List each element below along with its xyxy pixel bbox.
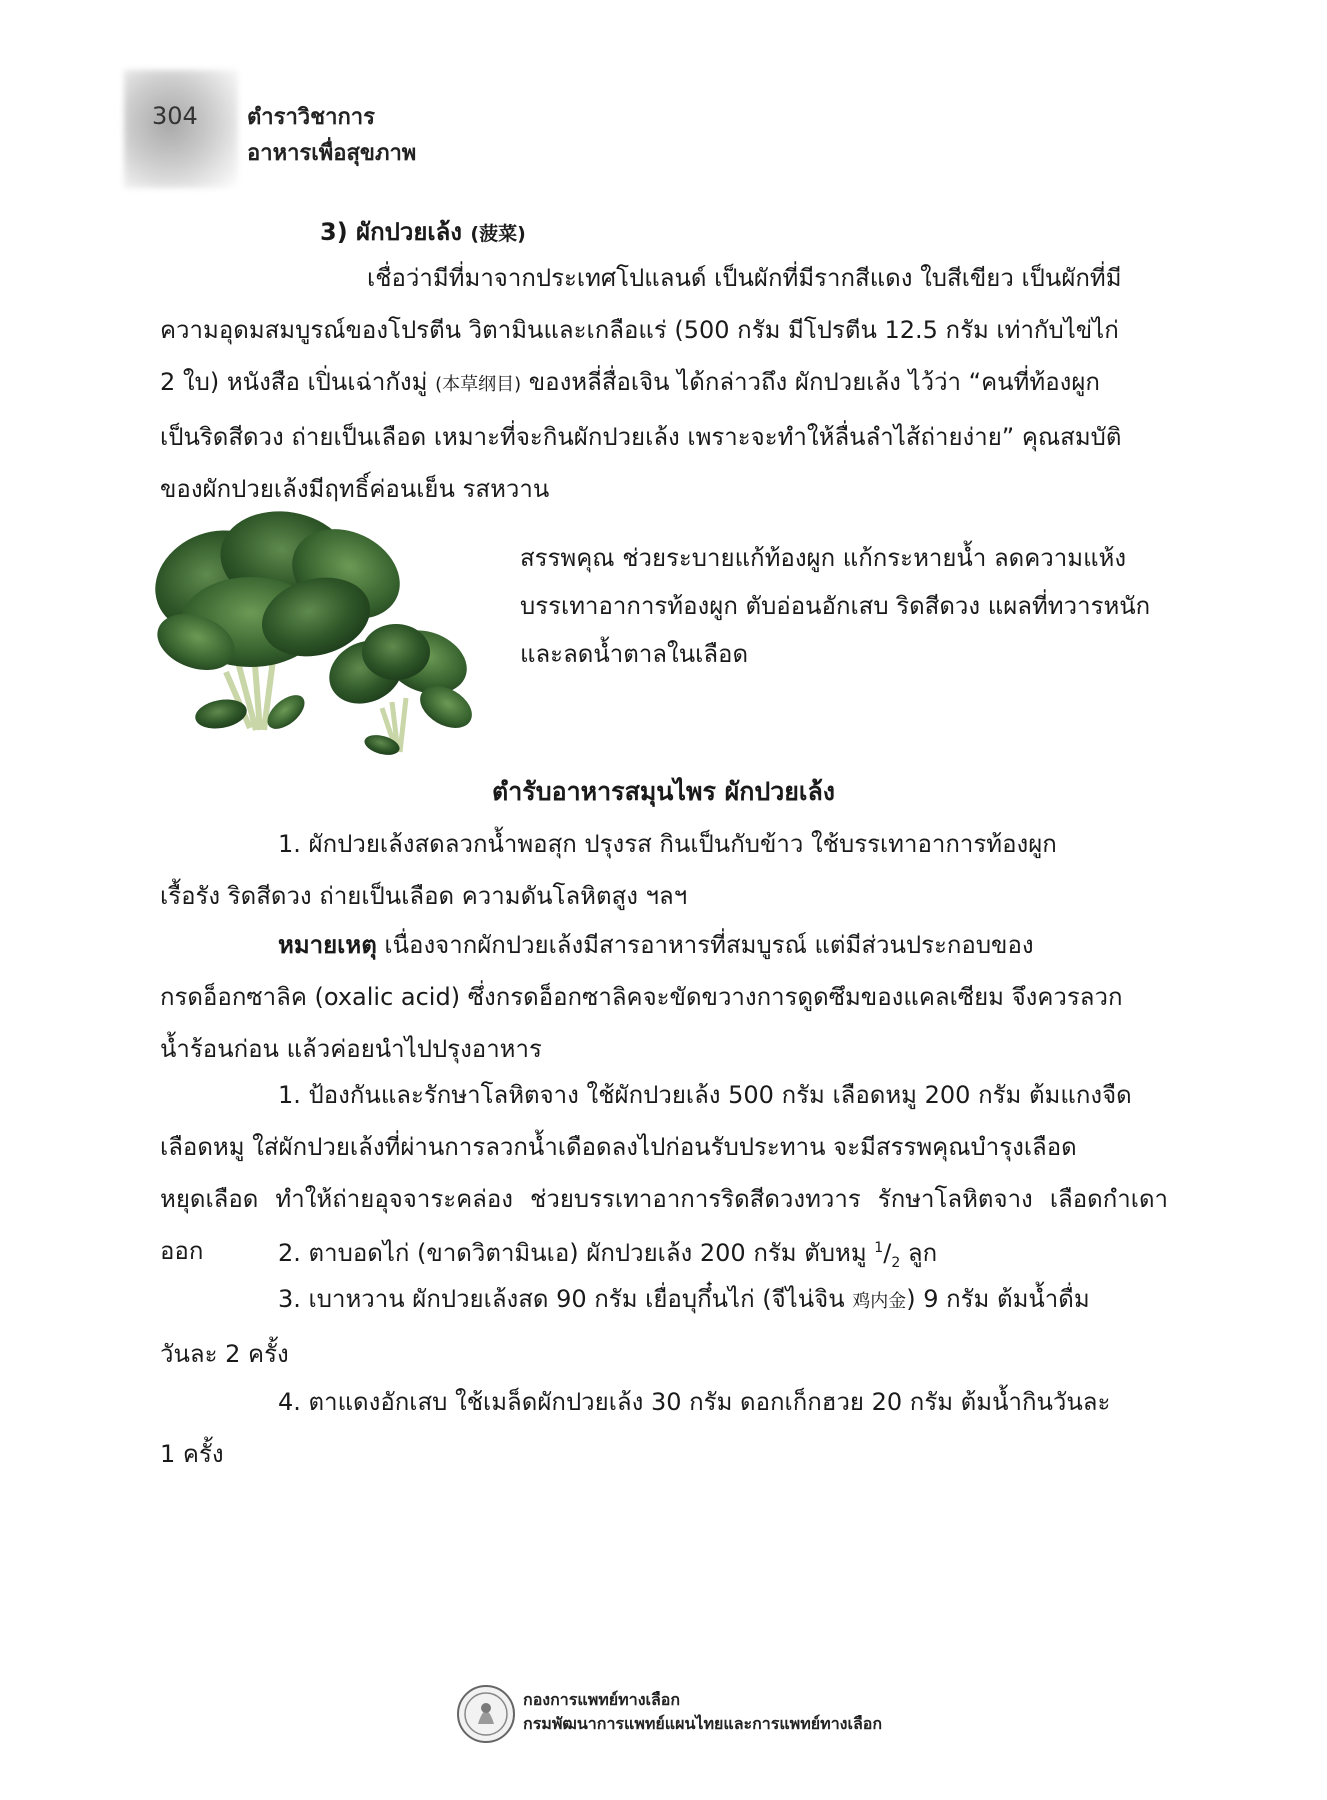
recipe-item-diabetes-line2: วันละ 2 ครั้ง — [160, 1340, 289, 1368]
page-number: 304 — [152, 102, 198, 130]
benefit-line2: บรรเทาอาการท้องผูก ตับอ่อนอักเสบ ริดสีดวง แผลที่ทวารหนัก — [520, 592, 1151, 620]
recipe-item-1 — [160, 818, 1168, 922]
section-heading-chinese: (菠菜) — [470, 223, 526, 245]
recipe-item-diabetes-line1-b: ) 9 กรัม ต้มน้ำดื่ม — [906, 1285, 1090, 1313]
note-paragraph — [160, 919, 1168, 1075]
recipe-item-1-line1: 1. ผักปวยเล้งสดลวกน้ำพอสุก ปรุงรส กินเป็นกับข้าว ใช้บรรเทาอาการท้องผูก — [278, 830, 1057, 858]
section-heading — [320, 212, 526, 251]
recipe-item-anemia-line3: หยุดเลือด ทำให้ถ่ายอุจจาระคล่อง ช่วยบรรเทาอาการริดสีดวงทวาร รักษาโลหิตจาง เลือดกำเดาออก — [160, 1185, 1168, 1265]
recipe-item-conjunctivitis — [160, 1376, 1168, 1480]
book-title-line2: อาหารเพื่อสุขภาพ — [247, 141, 417, 166]
intro-line5: ของผักปวยเล้งมีฤทธิ์ค่อนเย็น รสหวาน — [160, 475, 550, 503]
intro-paragraph — [160, 252, 1168, 515]
intro-line1: เชื่อว่ามีที่มาจากประเทศโปแลนด์ เป็นผักที่มีรากสีแดง ใบสีเขียว เป็นผักที่มี — [367, 264, 1122, 292]
recipe-item-anemia-line1: 1. ป้องกันและรักษาโลหิตจาง ใช้ผักปวยเล้ง 500 กรัม เลือดหมู 200 กรัม ต้มแกงจืด — [278, 1081, 1132, 1109]
recipe-item-conjunctivitis-line2: 1 ครั้ง — [160, 1440, 224, 1468]
section-heading-thai: 3) ผักปวยเล้ง — [320, 218, 463, 246]
recipe-item-diabetes-line1-a: 3. เบาหวาน ผักปวยเล้งสด 90 กรัม เยื่อบุกึ๋นไก่ (จีไน่จิน — [278, 1285, 853, 1313]
recipe-item-conjunctivitis-line1: 4. ตาแดงอักเสบ ใช้เมล็ดผักปวยเล้ง 30 กรัม ดอกเก็กฮวย 20 กรัม ต้มน้ำกินวันละ — [278, 1388, 1111, 1416]
book-title — [247, 100, 416, 172]
benefit-line3: และลดน้ำตาลในเลือด — [520, 640, 749, 668]
recipe-item-diabetes — [160, 1273, 1168, 1380]
intro-line4: เป็นริดสีดวง ถ่ายเป็นเลือด เหมาะที่จะกินผักปวยเล้ง เพราะจะทำให้ลื่นลำไส้ถ่ายง่าย” คุณสมบัติ — [160, 423, 1122, 451]
recipe-item-night-blindness-unit: ลูก — [900, 1239, 938, 1267]
recipe-item-diabetes-chinese: 鸡内金 — [852, 1291, 907, 1312]
book-title-line1: ตำราวิชาการ — [247, 105, 375, 130]
recipe-item-anemia-line2: เลือดหมู ใส่ผักปวยเล้งที่ผ่านการลวกน้ำเดือดลงไปก่อนรับประทาน จะมีสรรพคุณบำรุงเลือด — [160, 1133, 1077, 1161]
note-line2: กรดอ็อกซาลิค (oxalic acid) ซึ่งกรดอ็อกซาลิคจะขัดขวางการดูดซึมของแคลเซียม จึงควรลวก — [160, 983, 1123, 1011]
department-seal-icon — [456, 1684, 516, 1744]
recipe-heading: ตำรับอาหารสมุนไพร ผักปวยเล้ง — [492, 777, 835, 806]
intro-line3-chinese: (本草纲目) — [435, 374, 522, 395]
benefit-paragraph — [520, 534, 1168, 678]
benefit-line1: สรรพคุณ ช่วยระบายแก้ท้องผูก แก้กระหายน้ำ ลดความแห้ง — [520, 544, 1127, 572]
intro-line2: ความอุดมสมบูรณ์ของโปรตีน วิตามินและเกลือแร่ (500 กรัม มีโปรตีน 12.5 กรัม เท่ากับไข่ไก่ — [160, 316, 1119, 344]
note-label: หมายเหตุ — [278, 931, 377, 959]
intro-line3-b: ของหลี่สื่อเจิน ได้กล่าวถึง ผักปวยเล้ง ไว้ว่า “คนที่ท้องผูก — [528, 368, 1100, 396]
spinach-image — [146, 502, 498, 766]
fraction-half: $^1/_2$ — [874, 1239, 901, 1271]
footer-text — [523, 1688, 882, 1736]
note-line1: เนื่องจากผักปวยเล้งมีสารอาหารที่สมบูรณ์ แต่มีส่วนประกอบของ — [376, 931, 1034, 959]
intro-line3-a: 2 ใบ) หนังสือ เปิ่นเฉ่ากังมู่ — [160, 368, 428, 396]
recipe-item-1-line2: เรื้อรัง ริดสีดวง ถ่ายเป็นเลือด ความดันโลหิตสูง ฯลฯ — [160, 882, 688, 910]
note-line3: น้ำร้อนก่อน แล้วค่อยนำไปปรุงอาหาร — [160, 1035, 542, 1063]
footer-line2: กรมพัฒนาการแพทย์แผนไทยและการแพทย์ทางเลือก — [523, 1714, 883, 1733]
recipe-item-night-blindness-text: 2. ตาบอดไก่ (ขาดวิตามินเอ) ผักปวยเล้ง 200 กรัม ตับหมู — [278, 1239, 875, 1267]
footer-line1: กองการแพทย์ทางเลือก — [523, 1690, 681, 1709]
